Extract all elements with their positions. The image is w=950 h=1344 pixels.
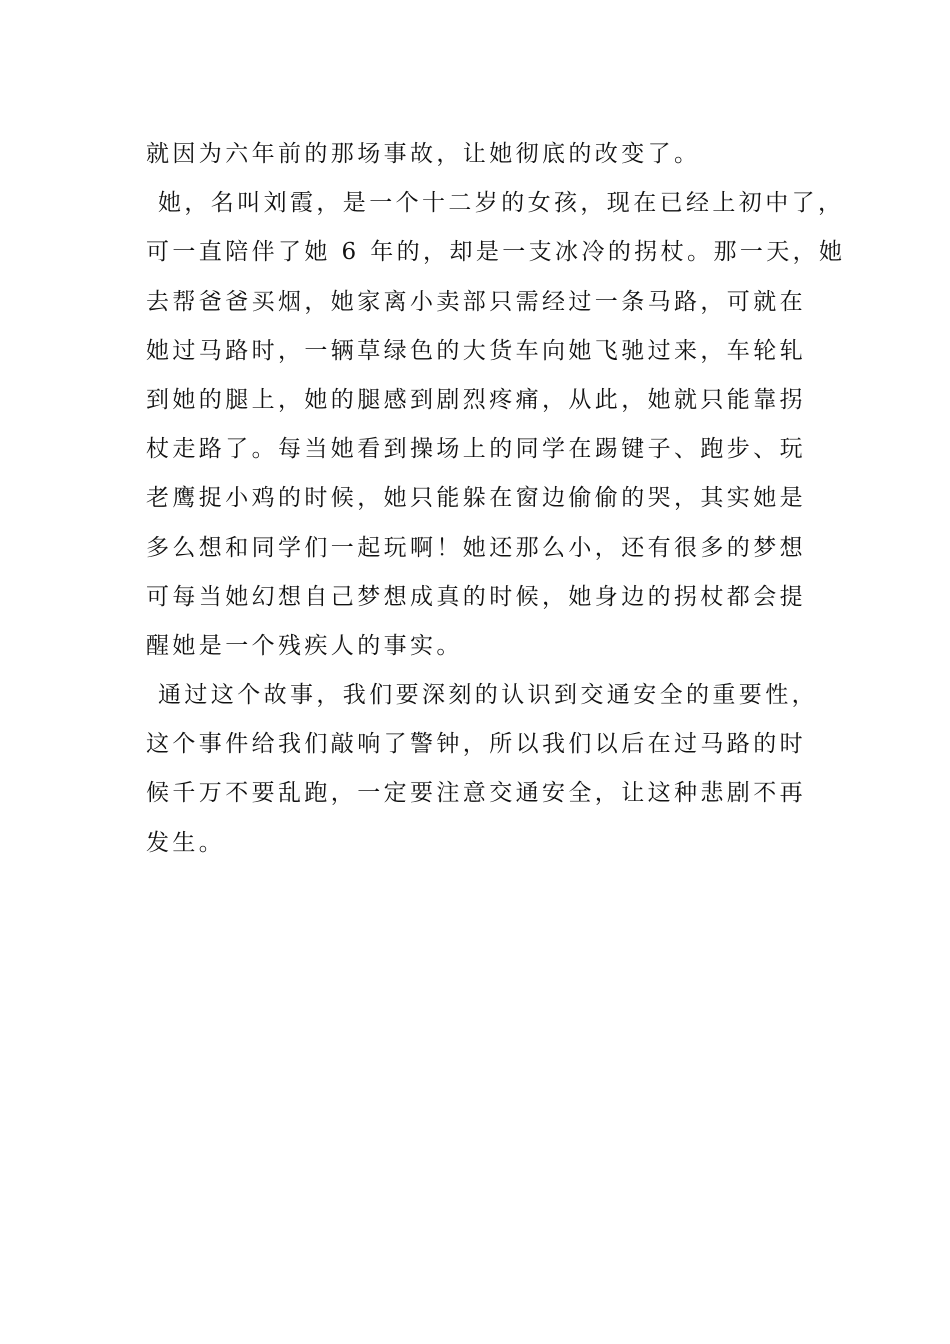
body-text (146, 130, 846, 868)
text-line: 醒她是一个残疾人的事实。 (146, 632, 463, 659)
text-line: 可每当她幻想自己梦想成真的时候，她身边的拐杖都会提 (146, 583, 806, 610)
text-line: 就因为六年前的那场事故，让她彻底的改变了。 (146, 141, 701, 167)
text-line: 候千万不要乱跑，一定要注意交通安全，让这种悲剧不再 (146, 780, 806, 807)
text-line: 这个事件给我们敲响了警钟，所以我们以后在过马路的时 (146, 731, 806, 758)
text-line: 老鹰捉小鸡的时候，她只能躲在窗边偷偷的哭，其实她是 (146, 485, 806, 512)
text-line: 可一直陪伴了她 6 年的，却是一支冰冷的拐杖。那一天，她 (146, 239, 846, 266)
text-line: 到她的腿上，她的腿感到剧烈疼痛，从此，她就只能靠拐 (146, 386, 806, 413)
text-line: 去帮爸爸买烟，她家离小卖部只需经过一条马路，可就在 (146, 288, 806, 315)
text-line: 发生。 (146, 829, 226, 856)
paragraph-start-line: 她，名叫刘霞，是一个十二岁的女孩，现在已经上初中了， (158, 190, 845, 217)
text-line: 杖走路了。每当她看到操场上的同学在踢键子、跑步、玩 (146, 436, 806, 463)
paragraph-start-line: 通过这个故事，我们要深刻的认识到交通安全的重要性， (158, 682, 818, 709)
text-line: 多么想和同学们一起玩啊！她还那么小，还有很多的梦想 (146, 534, 806, 561)
text-line: 她过马路时，一辆草绿色的大货车向她飞驰过来，车轮轧 (146, 337, 806, 364)
